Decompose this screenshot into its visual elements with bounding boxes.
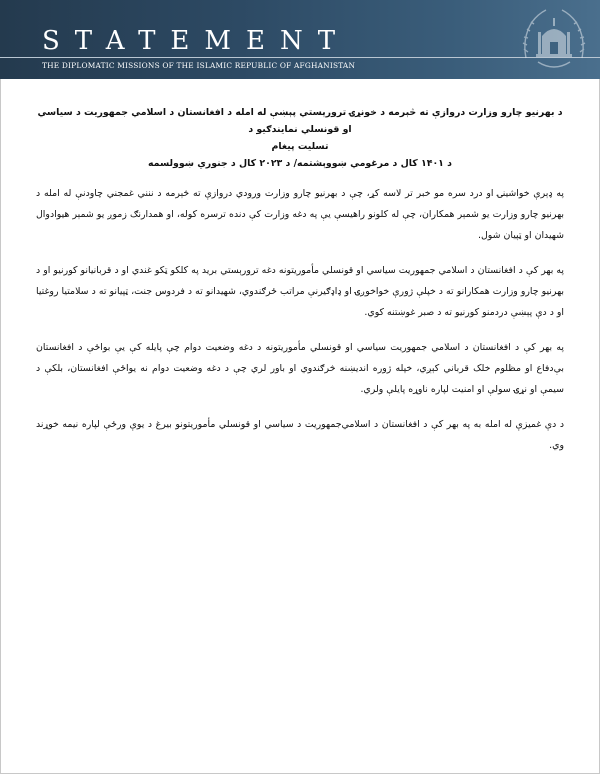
- paragraph-spacer: [36, 246, 564, 260]
- paragraph-1: په ډېرې خواشینۍ او درد سره مو خبر تر لاسه کړ، چې د بهرنیو چارو وزارت ورودي دروازې ته څېرمه د ننني غمجني چاودنې له امله د بهرنیو چارو وزارت یو شمېر همکاران، چې له کلونو راهیسې یې په دغه وزارت کې دنده ترسره کوله، او همدارنګ زموږ یو شمېر هیوادوال شهیدان او ټپیان شول.: [36, 188, 564, 241]
- statement-header: [0, 0, 600, 79]
- heading-line-1: د بهرنیو چارو وزارت دروازې ته څېرمه د خونړۍ ترورېستي پېښې له امله د افغانستان د اسلامي جمهوریت د سیاسي او قونسلي نمایندګیو د: [37, 107, 563, 135]
- statement-body: [36, 104, 564, 456]
- paragraph-3: په بهر کې د افغانستان د اسلامي جمهوریت سیاسي او قونسلي مأموریتونه د دغه وضعیت دوام چې پایله کې یې بواځې د افغانستان بې‌دفاع او مظلوم خلک قرباني کېږي، خپله ژوره اندیښنه څرګندوي او باور لري چې د دغه وضعیت دوام نه یواځې افغانستان، بلکې د سیمې او نړۍ سولې او امنیت لپاره ناوړه پایلې ولري.: [36, 342, 564, 395]
- afghanistan-emblem-icon: [516, 2, 592, 78]
- paragraph-spacer: [36, 400, 564, 414]
- header-divider: [0, 57, 600, 58]
- paragraph-spacer: [36, 323, 564, 337]
- statement-heading: [36, 104, 564, 172]
- heading-date: د ۱۴۰۱ کال د مرغومي ښووېشتمه/ د ۲۰۲۳ کال د جنوري ښوولسمه: [148, 158, 452, 169]
- header-title: STATEMENT: [42, 26, 351, 56]
- heading-line-2: تسلیت پیغام: [271, 141, 329, 152]
- paragraph-2: په بهر کې د افغانستان د اسلامي جمهوریت سیاسي او قونسلي مأموریتونه دغه ترورېستي برید په کلکو ټکو غندي او د قربانیانو کورنیو او د بهرنیو چارو وزارت همکارانو ته د خپلې ژورې خواخوږۍ او ډاډګیرنې مراتب ځرګندوي، شهیدانو ته د فردوس جنت، ټپیانو ته د سلامتیا روغتیا او د دې پېښې دردمنو کورنیو ته د صبر غوښتنه کوي.: [36, 265, 564, 318]
- paragraph-4: د دې غمیزې له امله به په بهر کې د افغانستان د اسلامي‌جمهوریت د سیاسي او قونسلي مأموریتونو بیرغ د یوې ورځې لپاره نیمه خوړند وي.: [36, 419, 564, 451]
- header-subtitle: THE DIPLOMATIC MISSIONS OF THE ISLAMIC REPUBLIC OF AFGHANISTAN: [42, 61, 356, 70]
